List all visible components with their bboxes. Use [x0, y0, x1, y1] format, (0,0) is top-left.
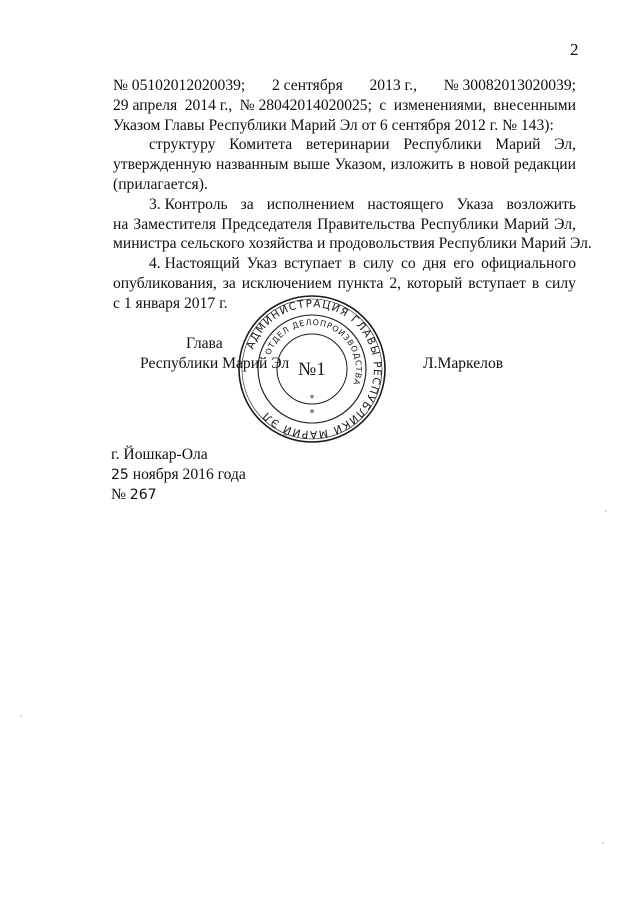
seal-star-outer: * [309, 408, 315, 419]
signature-title-line-1: Глава [186, 335, 223, 352]
word: в [348, 255, 356, 273]
date-day: 25 [111, 467, 129, 483]
word: со [401, 255, 416, 273]
signature-title-line-2: Республики Марий Эл [140, 355, 290, 372]
seal-star-inner: * [309, 394, 315, 404]
word: 3. Контроль [149, 195, 228, 213]
scan-speck [602, 842, 604, 844]
scan-speck [605, 510, 607, 512]
word: его [453, 255, 475, 273]
word: Правительства [317, 215, 416, 233]
seal-inner-text: ОТДЕЛ ДЕЛОПРОИЗВОДСТВА [263, 317, 364, 387]
word: в [457, 156, 466, 174]
word: Указа [456, 195, 494, 213]
word: Эл, [554, 136, 576, 154]
paragraph-a-line-3: Указом Главы Республики Марий Эл от 6 сентября 2012 г. № 143): [113, 116, 554, 134]
word: изменениями, [393, 96, 487, 114]
word: утвержденную [113, 156, 212, 174]
word: выше [293, 156, 330, 174]
word: исключением [241, 274, 332, 292]
word: № 30082013020039; [443, 77, 576, 94]
word: на [113, 215, 129, 233]
word: новой [469, 156, 510, 174]
word: Республики [420, 215, 499, 233]
word: Республики [403, 136, 482, 154]
word: Марий [503, 215, 550, 233]
word: 2013 г., [369, 77, 417, 94]
word: 2014 г., [184, 96, 233, 114]
word: названным [216, 156, 289, 174]
paragraph-3-line-1 [113, 195, 576, 215]
word: редакции [514, 156, 576, 174]
word: силу [363, 255, 394, 273]
word: в [531, 274, 540, 292]
word: силу [545, 274, 576, 292]
word: Указ [246, 255, 277, 273]
word: № 28042014020025; [239, 96, 372, 114]
word: ветеринарии [305, 136, 390, 154]
word: 29 апреля [113, 96, 178, 114]
number-value: 267 [129, 487, 157, 503]
paragraph-b-line-2 [113, 155, 576, 175]
paragraph-3-line-3: министра сельского хозяйства и продовольствия Республики Марий Эл. [113, 235, 592, 253]
word: 4. Настоящий [149, 255, 240, 273]
city: г. Йошкар-Ола [111, 446, 208, 463]
word: вступает [468, 274, 526, 292]
word: Председателя [221, 215, 312, 233]
word: 2 сентября [271, 77, 343, 94]
word: № 05102012020039; [113, 77, 246, 94]
word: за [222, 274, 236, 292]
word: структуру [149, 136, 216, 154]
document-body [113, 76, 592, 314]
word: 2, [389, 274, 402, 292]
word: официального [481, 255, 576, 273]
word: пункта [337, 274, 384, 292]
paragraph-b-line-3: (прилагается). [113, 175, 208, 193]
signatory-name: Л.Маркелов [423, 355, 504, 372]
word: настоящего [367, 195, 444, 213]
word: исполнением [266, 195, 355, 213]
word: Эл, [554, 215, 576, 233]
paragraph-3-line-2 [113, 215, 576, 235]
seal-number: №1 [298, 359, 326, 380]
document-date [111, 466, 246, 484]
paragraph-b-line-1 [113, 135, 576, 155]
seal-outer-text: АДМИНИСТРАЦИЯ ГЛАВЫ РЕСПУБЛИКИ МАРИЙ ЭЛ [244, 297, 384, 441]
number-prefix: № [111, 486, 126, 503]
word: вступает [283, 255, 342, 273]
word: за [240, 195, 254, 213]
word: который [406, 274, 463, 292]
paragraph-4-line-1 [113, 254, 576, 274]
word: дня [422, 255, 447, 273]
paragraph-a-line-1 [113, 76, 576, 96]
word: опубликования, [113, 274, 217, 292]
word: Комитета [229, 136, 293, 154]
word: изложить [390, 156, 454, 174]
paragraph-4-line-2 [113, 274, 576, 294]
date-rest: ноября 2016 года [132, 466, 246, 483]
paragraph-a-line-2 [113, 96, 576, 116]
official-seal-stamp [236, 293, 388, 445]
paragraph-4-line-3: с 1 января 2017 г. [113, 294, 228, 312]
word: с [379, 96, 387, 114]
word: Указом, [334, 156, 386, 174]
document-number [111, 486, 157, 504]
scan-speck [20, 715, 22, 717]
word: Марий [495, 136, 541, 154]
page-number: 2 [570, 40, 579, 59]
word: возложить [506, 195, 576, 213]
word: Заместителя [133, 215, 217, 233]
word: внесенными [493, 96, 576, 114]
